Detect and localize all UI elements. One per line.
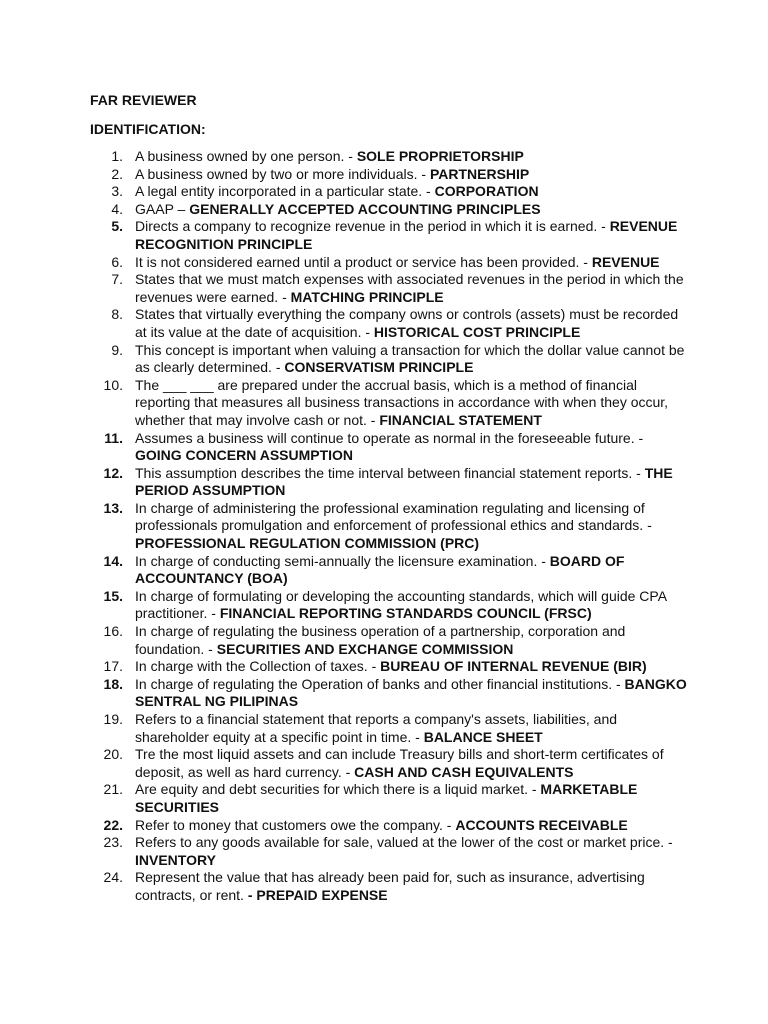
item-answer: GOING CONCERN ASSUMPTION [135,447,354,464]
list-item [90,869,690,904]
item-answer: FINANCIAL REPORTING STANDARDS COUNCIL (FRSC) [219,605,592,622]
item-question: A business owned by one person. - [135,148,357,164]
item-question: States that we must match expenses with associated revenues in the period in which the revenues were earned. - [135,271,684,305]
item-number: 20. [103,746,123,763]
list-item [90,201,690,219]
item-number: 23. [103,834,123,851]
item-question: This assumption describes the time interval between financial statement reports. - [135,464,645,481]
item-question: In charge of administering the professional examination regulating and licensing of professionals promulgation and enforcement of professional ethics and standards. - [135,499,652,534]
item-number: 19. [103,711,123,727]
list-item [90,676,690,711]
item-number: 13. [103,499,123,516]
list-item [90,658,690,676]
document-title: FAR REVIEWER [90,92,197,108]
list-item [90,711,690,746]
item-number: 1. [111,148,123,164]
list-item [90,553,690,588]
item-answer: FINANCIAL STATEMENT [379,411,542,428]
item-question: The ___ ___ are prepared under the accrual basis, which is a method of financial reporting that measures all business transactions in accordance with when they occur, whether that may involve cash or not. - [135,376,669,428]
list-item [90,465,690,500]
item-number: 3. [111,183,123,200]
item-answer: THE PERIOD ASSUMPTION [135,464,673,499]
item-number: 9. [111,341,123,358]
list-item [90,183,690,201]
list-item [90,588,690,623]
item-question: GAAP – [135,200,190,217]
item-answer: PARTNERSHIP [429,165,530,182]
item-answer: BOARD OF ACCOUNTANCY (BOA) [135,552,625,587]
list-item [90,254,690,272]
item-number: 21. [103,781,123,798]
item-number: 7. [111,271,123,288]
list-item [90,377,690,430]
list-item [90,342,690,377]
item-question: Tre the most liquid assets and can include Treasury bills and short-term certificates of deposit, as well as hard currency. - [135,746,664,780]
item-question: A business owned by two or more individuals. - [135,165,430,182]
item-number: 2. [111,165,123,182]
item-number: 5. [111,218,123,235]
item-answer: GENERALLY ACCEPTED ACCOUNTING PRINCIPLES [189,200,541,217]
item-question: Assumes a business will continue to operate as normal in the foreseeable future. - [135,429,644,446]
item-question: Directs a company to recognize revenue in the period in which it is earned. - [135,218,610,235]
list-item [90,148,690,166]
item-number: 14. [103,552,123,569]
item-number: 22. [103,816,123,833]
item-question: A legal entity incorporated in a particular state. - [135,183,435,200]
list-item [90,430,690,465]
item-answer: ACCOUNTS RECEIVABLE [455,816,628,833]
item-answer: SOLE PROPRIETORSHIP [356,148,524,164]
item-number: 6. [111,253,123,270]
item-question: Refers to a financial statement that reports a company's assets, liabilities, and shareholder equity at a specific point in time. - [135,711,618,745]
item-question: Are equity and debt securities for which there is a liquid market. - [135,781,541,798]
item-question: In charge of regulating the business operation of a partnership, corporation and foundation. - [135,623,626,657]
item-question: States that virtually everything the company owns or controls (assets) must be recorded at its value at the date of acquisition. - [135,306,679,340]
item-answer: REVENUE RECOGNITION PRINCIPLE [135,218,678,252]
list-item [90,817,690,835]
list-item [90,781,690,816]
item-question: In charge of regulating the Operation of banks and other financial institutions. - [135,675,625,692]
item-number: 11. [104,429,123,446]
list-item [90,306,690,341]
item-question: In charge with the Collection of taxes. - [135,658,381,675]
item-question: In charge of formulating or developing the accounting standards, which will guide CPA practitioner. - [135,587,667,622]
identification-list [90,148,690,905]
list-item [90,746,690,781]
item-question: Refers to any goods available for sale, valued at the lower of the cost or market price. - [135,834,673,851]
item-answer: MATCHING PRINCIPLE [290,288,444,305]
item-number: 18. [103,675,123,692]
item-answer: REVENUE [591,253,660,270]
item-answer: SECURITIES AND EXCHANGE COMMISSION [216,640,514,657]
item-answer: CORPORATION [434,183,539,200]
item-answer: INVENTORY [135,851,216,868]
item-number: 10. [103,376,123,393]
item-answer: BANGKO SENTRAL NG PILIPINAS [135,675,687,710]
list-item [90,500,690,553]
item-answer: - PREPAID EXPENSE [247,886,388,903]
item-number: 24. [103,869,123,886]
item-answer: BUREAU OF INTERNAL REVENUE (BIR) [380,658,647,675]
list-item [90,834,690,869]
item-question: In charge of conducting semi-annually the licensure examination. - [135,552,550,569]
item-answer: MARKETABLE SECURITIES [135,781,638,815]
item-number: 8. [111,306,123,323]
item-number: 4. [111,200,123,217]
item-question: Represent the value that has already been paid for, such as insurance, advertising contracts, or rent. [135,869,645,903]
list-item [90,623,690,658]
item-answer: PROFESSIONAL REGULATION COMMISSION (PRC) [135,535,480,552]
item-number: 12. [103,464,123,481]
item-answer: HISTORICAL COST PRINCIPLE [373,323,581,340]
list-item [90,218,690,253]
section-heading: IDENTIFICATION: [90,121,206,137]
item-question: Refer to money that customers owe the company. - [135,816,456,833]
item-number: 15. [103,587,123,604]
item-number: 17. [103,658,123,675]
item-answer: CASH AND CASH EQUIVALENTS [354,763,574,780]
list-item [90,166,690,184]
list-item [90,271,690,306]
item-answer: CONSERVATISM PRINCIPLE [284,359,474,376]
item-question: This concept is important when valuing a transaction for which the dollar value cannot be as clearly determined. - [135,341,685,376]
item-question: It is not considered earned until a product or service has been provided. - [135,253,592,270]
item-answer: BALANCE SHEET [423,728,543,745]
item-number: 16. [103,623,123,640]
